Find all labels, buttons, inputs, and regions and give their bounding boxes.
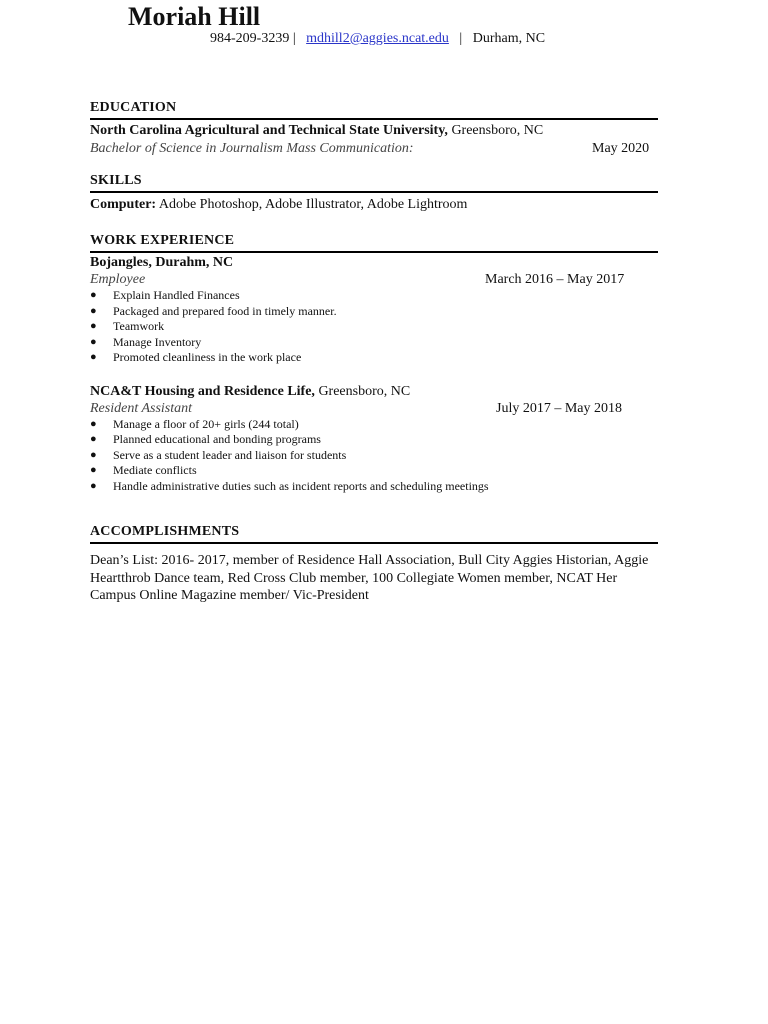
employer: Bojangles, Durahm, NC xyxy=(90,255,234,270)
resume-name: Moriah Hill xyxy=(128,2,261,31)
job-dates: March 2016 – May 2017 xyxy=(485,272,625,287)
employer-line xyxy=(90,383,658,400)
school-location: Greensboro, NC xyxy=(451,123,544,138)
school-name: North Carolina Agricultural and Technical State University, xyxy=(90,123,448,138)
accomplishments-heading: ACCOMPLISHMENTS xyxy=(90,524,658,544)
bullet-icon: ● xyxy=(90,448,97,461)
list-item: ● Teamwork xyxy=(90,319,165,333)
list-item: ● Promoted cleanliness in the work place xyxy=(90,350,302,364)
contact-line xyxy=(210,31,545,47)
job-entry xyxy=(90,383,658,495)
list-item: ● Mediate conflicts xyxy=(90,463,197,477)
separator: | xyxy=(292,31,296,46)
bullet-icon: ● xyxy=(90,289,97,301)
list-item: ● Explain Handled Finances xyxy=(90,288,240,302)
list-item: ● Packaged and prepared food in timely manner. xyxy=(90,303,337,318)
job-title-line xyxy=(90,271,658,288)
list-item: ● Manage Inventory xyxy=(90,334,202,349)
list-item: ● Planned educational and bonding programs xyxy=(90,432,321,446)
work-section xyxy=(90,233,658,494)
employer-location: Greensboro, NC xyxy=(318,383,411,399)
skills-heading: SKILLS xyxy=(90,173,658,193)
bullet-icon: ● xyxy=(90,335,97,348)
accomplishments-text: Dean’s List: 2016- 2017, member of Residence Hall Association, Bull City Aggies Historian, Aggie Heartthrob Dance team, Red Cross Club member, 100 Collegiate Women member, NCAT Her Campus Online Magazine member/ Vic-President xyxy=(90,553,649,603)
job-title: Resident Assistant xyxy=(90,400,193,416)
separator: | xyxy=(459,31,463,46)
degree: Bachelor of Science in Journalism Mass Communication: xyxy=(90,141,414,156)
job-title: Employee xyxy=(90,272,146,287)
bullet-icon: ● xyxy=(90,464,97,476)
skills-section xyxy=(90,173,658,213)
bullet-icon: ● xyxy=(90,351,97,363)
job-duties xyxy=(90,417,658,495)
bullet-icon: ● xyxy=(90,433,97,445)
bullet-icon: ● xyxy=(90,304,97,317)
education-section xyxy=(90,100,658,157)
graduation-date: May 2020 xyxy=(592,141,650,156)
employer-line xyxy=(90,254,658,271)
school-line xyxy=(90,122,658,139)
email-link[interactable]: mdhill2@aggies.ncat.edu xyxy=(306,31,449,46)
employer: NCA&T Housing and Residence Life, xyxy=(90,383,315,399)
list-item: ● Serve as a student leader and liaison for students xyxy=(90,447,347,462)
location: Durham, NC xyxy=(472,31,546,46)
phone-number: 984-209-3239 xyxy=(210,31,290,46)
skills-label: Computer: xyxy=(90,197,157,212)
education-heading: EDUCATION xyxy=(90,100,658,120)
job-title-line xyxy=(90,400,658,417)
degree-line xyxy=(90,140,658,157)
bullet-icon: ● xyxy=(90,479,97,492)
work-heading: WORK EXPERIENCE xyxy=(90,233,658,253)
bullet-icon: ● xyxy=(90,417,97,430)
job-dates: July 2017 – May 2018 xyxy=(496,400,622,416)
job-duties xyxy=(90,288,658,366)
accomplishments-section xyxy=(90,524,658,605)
list-item: ● Handle administrative duties such as incident reports and scheduling meetings xyxy=(90,478,489,493)
skills-value: Adobe Photoshop, Adobe Illustrator, Adobe Lightroom xyxy=(158,197,468,212)
job-entry xyxy=(90,254,658,366)
bullet-icon: ● xyxy=(90,320,97,332)
skills-line xyxy=(90,196,658,213)
list-item: ● Manage a floor of 20+ girls (244 total) xyxy=(90,416,299,431)
